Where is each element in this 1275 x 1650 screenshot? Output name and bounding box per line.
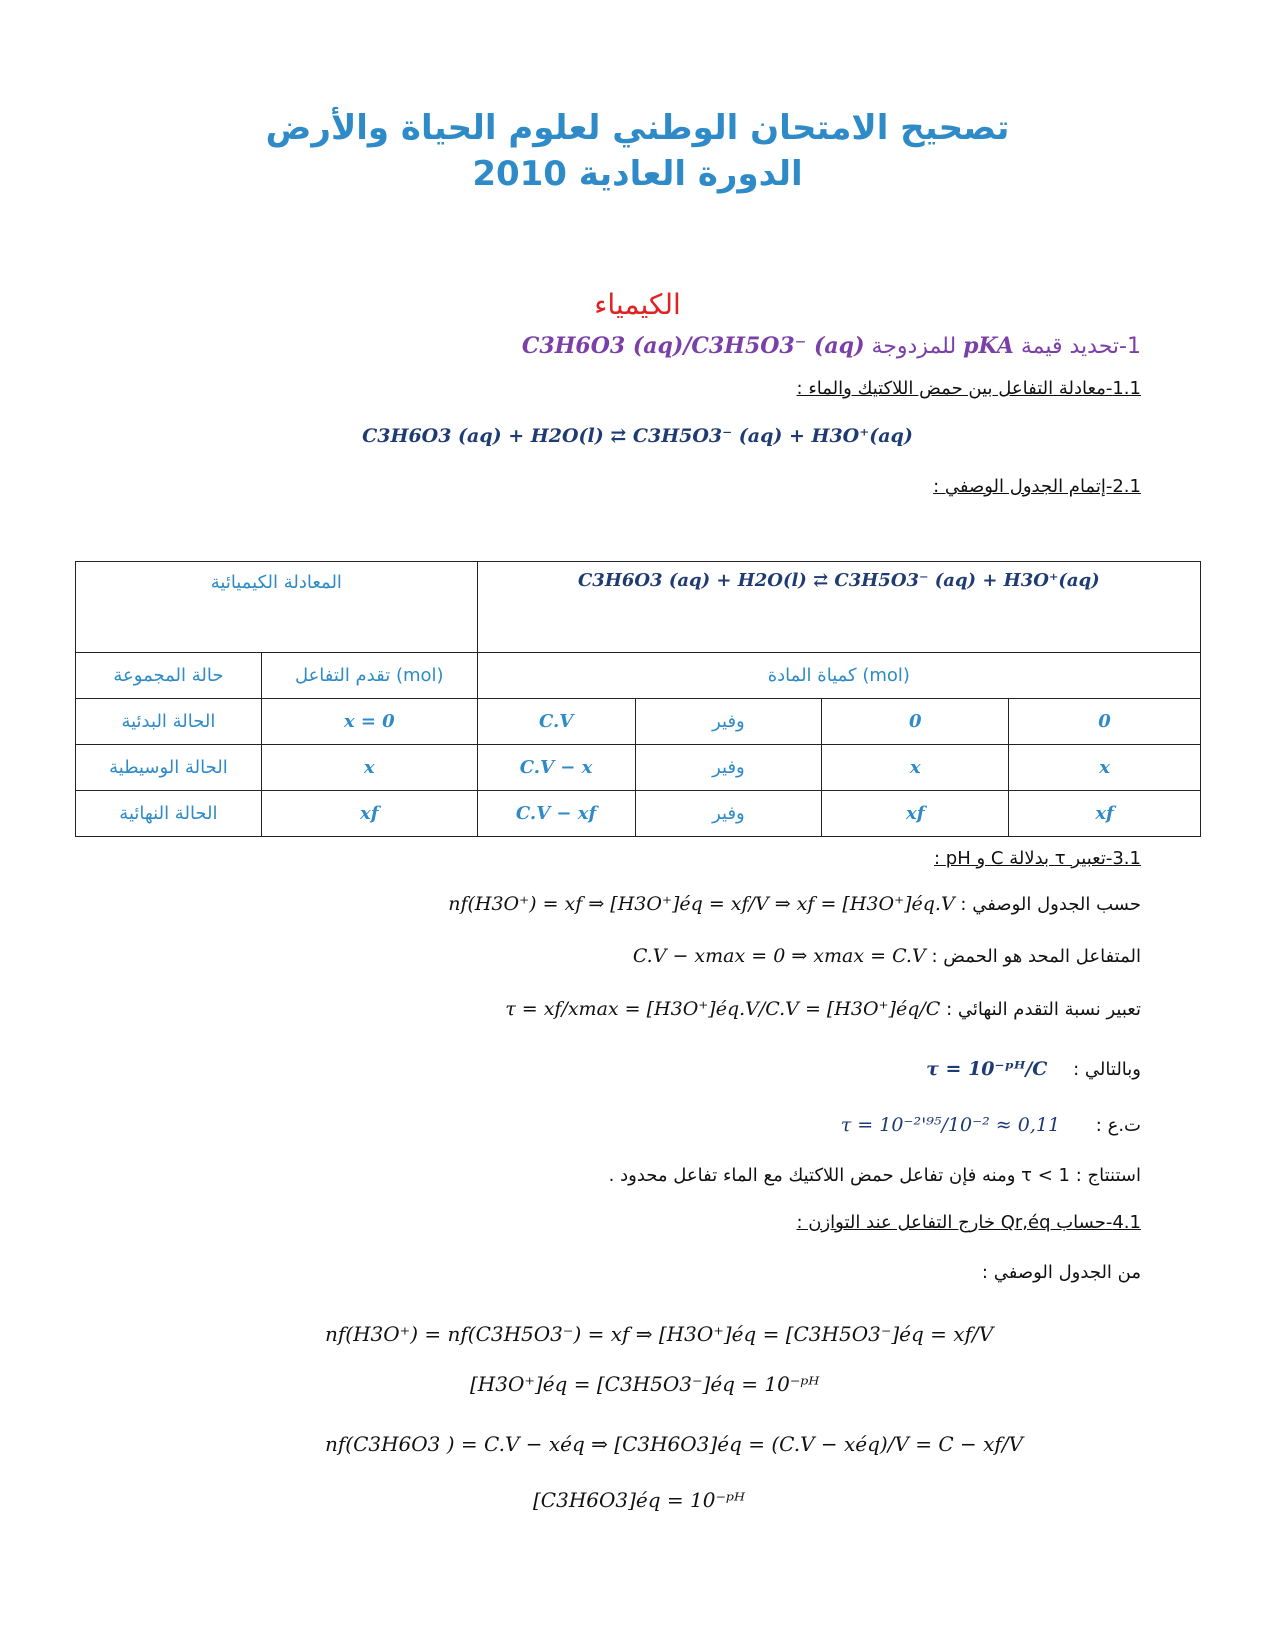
row-state-initial: الحالة البدئية (76, 699, 262, 745)
row-c2: وفير (635, 791, 822, 837)
row-c3: xf (822, 791, 1009, 837)
tau-line-5 (841, 1114, 1141, 1136)
reaction-equation: C3H6O3 (aq) + H2O(l) ⇄ C3H5O3⁻ (aq) + H3O⁺(aq) (362, 425, 913, 447)
row-state-final: الحالة النهائية (76, 791, 262, 837)
tau-line-2-label: المتفاعل المحد هو الحمض : (931, 946, 1141, 967)
q1-label: 1-تحديد قيمة (1020, 334, 1141, 359)
tau-line-2 (633, 945, 1141, 967)
equation-cell: C3H6O3 (aq) + H2O(l) ⇄ C3H5O3⁻ (aq) + H3O⁺(aq) (477, 562, 1200, 653)
tau-line-1-math: nf(H3O⁺) = xf ⇒ [H3O⁺]éq = xf/V ⇒ xf = [H3O⁺]éq.V (448, 893, 955, 915)
state-label-cell: حالة المجموعة (76, 653, 262, 699)
row-c1: C.V − x (477, 745, 635, 791)
equilibrium-eq-4: [C3H6O3]éq = 10⁻ᵖᴴ (533, 1488, 746, 1512)
from-table-label: من الجدول الوصفي : (981, 1262, 1141, 1283)
quantity-label-cell: كمياة المادة (mol) (477, 653, 1200, 699)
q1-mid: للمزدوجة (871, 334, 957, 359)
tau-line-4-label: وبالتالي : (1073, 1059, 1141, 1080)
q1-pka: pKA (963, 333, 1014, 359)
tau-line-3-label: تعبير نسبة التقدم النهائي : (946, 999, 1141, 1020)
tau-line-1 (448, 893, 1141, 915)
question-1-3-title: 3.1-تعبير τ بدلالة C و pH : (934, 848, 1141, 869)
tau-line-5-math: τ = 10⁻²'⁹⁵/10⁻² ≈ 0,11 (840, 1114, 1061, 1136)
tau-line-3-math: τ = xf/xmax = [H3O⁺]éq.V/C.V = [H3O⁺]éq/C (505, 998, 941, 1020)
row-advance: xf (261, 791, 477, 837)
row-state-intermediate: الحالة الوسيطية (76, 745, 262, 791)
advance-label-cell: تقدم التفاعل (mol) (261, 653, 477, 699)
row-c3: x (822, 745, 1009, 791)
equilibrium-eq-2: [H3O⁺]éq = [C3H5O3⁻]éq = 10⁻ᵖᴴ (470, 1372, 820, 1396)
q1-couple: C3H6O3 (aq)/C3H5O3⁻ (aq) (521, 333, 865, 359)
page-title: تصحيح الامتحان الوطني لعلوم الحياة والأرض (265, 108, 1010, 148)
row-c1: C.V (477, 699, 635, 745)
progress-table (75, 561, 1201, 837)
tau-line-1-label: حسب الجدول الوصفي : (960, 894, 1141, 915)
row-c2: وفير (635, 745, 822, 791)
subject-heading: الكيمياء (594, 288, 681, 321)
tau-line-4-math: τ = 10⁻ᵖᴴ/C (926, 1058, 1048, 1080)
row-advance: x (261, 745, 477, 791)
equilibrium-eq-1: nf(H3O⁺) = nf(C3H5O3⁻) = xf ⇒ [H3O⁺]éq = [C3H5O3⁻]éq = xf/V (325, 1322, 994, 1346)
page-subtitle: الدورة العادية 2010 (472, 154, 803, 194)
row-c4: x (1009, 745, 1201, 791)
tau-line-4 (926, 1058, 1141, 1080)
question-1-2-title: 2.1-إتمام الجدول الوصفي : (933, 476, 1141, 497)
equation-label-cell: المعادلة الكيميائية (76, 562, 478, 653)
row-c4: xf (1009, 791, 1201, 837)
row-c4: 0 (1009, 699, 1201, 745)
tau-line-2-math: C.V − xmax = 0 ⇒ xmax = C.V (632, 945, 926, 967)
row-c3: 0 (822, 699, 1009, 745)
question-1-title (522, 333, 1141, 359)
tau-line-3 (505, 998, 1141, 1020)
equilibrium-eq-3: nf(C3H6O3 ) = C.V − xéq ⇒ [C3H6O3]éq = (C.V − xéq)/V = C − xf/V (325, 1432, 1023, 1456)
row-c2: وفير (635, 699, 822, 745)
tau-conclusion: استنتاج : τ < 1 ومنه فإن تفاعل حمض اللاكتيك مع الماء تفاعل محدود . (608, 1165, 1141, 1186)
tau-line-5-label: ت.ع : (1095, 1115, 1141, 1136)
question-1-4-title: 4.1-حساب Qr,éq خارج التفاعل عند التوازن : (796, 1212, 1141, 1233)
question-1-1-title: 1.1-معادلة التفاعل بين حمض اللاكتيك والماء : (796, 378, 1141, 399)
row-c1: C.V − xf (477, 791, 635, 837)
row-advance: x = 0 (261, 699, 477, 745)
